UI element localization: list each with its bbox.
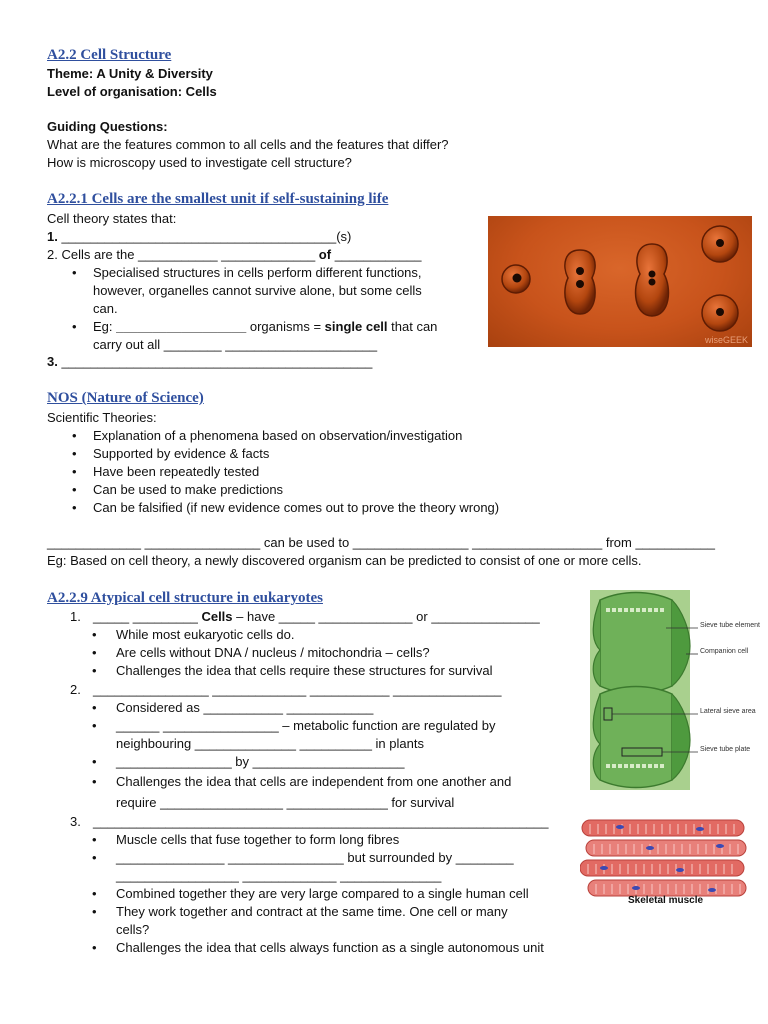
cell-dividing-right xyxy=(636,244,669,316)
item-1-number: 1. xyxy=(70,609,81,624)
atypical-item-3-number: 3. xyxy=(70,814,81,829)
cell-daughter-top xyxy=(702,226,738,262)
page-title: A2.2 Cell Structure xyxy=(47,47,172,63)
skeletal-muscle-illustration xyxy=(580,816,750,900)
point-1-blank: ______________________________________(s) xyxy=(57,229,352,244)
guiding-question-2: How is microscopy used to investigate cell structure? xyxy=(47,155,352,170)
phloem-diagram xyxy=(586,590,762,790)
cell-theory-point-3 xyxy=(47,353,372,371)
nos-bullet: • Explanation of a phenomena based on observation/investigation xyxy=(47,427,499,445)
nos-bullet: • Can be used to make predictions xyxy=(47,481,499,499)
theme-line: Theme: A Unity & Diversity xyxy=(47,66,213,81)
skeletal-muscle-image xyxy=(580,816,750,916)
atypical-item-2-number: 2. xyxy=(70,682,81,697)
cell-single-left xyxy=(502,265,530,293)
section-heading-cell-theory: A2.2.1 Cells are the smallest unit if self-sustaining life xyxy=(47,191,389,207)
nos-fill-blank-line: _____________ ________________ can be used to ________________ __________________ from ___________ xyxy=(47,535,715,550)
nos-bullet: • Can be falsified (if new evidence comes out to prove the theory wrong) xyxy=(47,499,499,517)
cell-theory-intro: Cell theory states that: xyxy=(47,211,177,226)
atypical-item-2-bullets xyxy=(47,699,511,813)
atypical-item-1 xyxy=(70,608,81,626)
atypical-item-3-bullets xyxy=(47,831,544,957)
atypical-bullet: • _______________ ________________ but surrounded by ________ _________________ _____________ ______________ xyxy=(47,849,544,885)
nos-bullets xyxy=(47,427,499,517)
bullet-specialised: • Specialised structures in cells perform different functions, however, organelles cannot survive alone, but some cells can. xyxy=(47,264,437,318)
cell-theory-bullets xyxy=(47,264,437,354)
label-sieve-tube-plate: Sieve tube plate xyxy=(700,746,751,753)
image-watermark: wiseGEEK xyxy=(704,335,748,345)
point-2-of: of xyxy=(318,247,332,262)
atypical-bullet: • Muscle cells that fuse together to form long fibres xyxy=(47,831,544,849)
atypical-bullet: • Challenges the idea that cells always function as a single autonomous unit xyxy=(47,939,544,957)
label-sieve-tube-element: Sieve tube element xyxy=(700,622,760,629)
atypical-bullet: • ______ ________________ – metabolic function are regulated by neighbouring ______________ __________ in plants xyxy=(47,717,511,753)
atypical-bullet: • Combined together they are very large compared to a single human cell xyxy=(47,885,544,903)
atypical-item-1-text: _____ _________ Cells – have _____ _____________ or _______________ xyxy=(93,609,540,624)
section-heading-atypical: A2.2.9 Atypical cell structure in eukaryotes xyxy=(47,590,323,606)
dividing-cells-image xyxy=(488,216,752,347)
atypical-item-3-text: _______________________________________________________________ xyxy=(93,814,549,829)
atypical-item-1-bullets xyxy=(47,626,492,680)
atypical-bullet: • Considered as ___________ ____________ xyxy=(47,699,511,717)
atypical-bullet: • Challenges the idea that cells are independent from one another and require _________________ ______________ for survival xyxy=(47,771,511,813)
cell-theory-point-1 xyxy=(47,228,351,246)
atypical-item-2-text: ________________ _____________ ___________ _______________ xyxy=(93,682,502,697)
section-heading-nos: NOS (Nature of Science) xyxy=(47,390,204,406)
label-companion-cell: Companion cell xyxy=(700,648,749,655)
phloem-illustration xyxy=(586,590,762,790)
guiding-question-1: What are the features common to all cells and the features that differ? xyxy=(47,137,449,152)
cell-dividing-middle xyxy=(565,250,595,314)
atypical-bullet: • ________________ by _____________________ xyxy=(47,753,511,771)
nos-intro: Scientific Theories: xyxy=(47,410,157,425)
atypical-bullet: • While most eukaryotic cells do. xyxy=(47,626,492,644)
point-3-number: 3. xyxy=(47,354,58,369)
atypical-bullet: • They work together and contract at the same time. One cell or many cells? xyxy=(47,903,544,939)
point-2-blank: ____________ xyxy=(331,247,422,262)
guiding-label: Guiding Questions: xyxy=(47,119,168,134)
nos-bullet: • Supported by evidence & facts xyxy=(47,445,499,463)
level-line: Level of organisation: Cells xyxy=(47,84,217,99)
point-3-blank: ___________________________________________ xyxy=(57,354,373,369)
dividing-cells-illustration xyxy=(488,216,752,347)
cell-daughter-bottom xyxy=(702,295,738,331)
cell-theory-point-2 xyxy=(47,246,421,264)
label-lateral-sieve-area: Lateral sieve area xyxy=(700,708,756,715)
nos-bullet: • Have been repeatedly tested xyxy=(47,463,499,481)
atypical-bullet: • Are cells without DNA / nucleus / mitochondria – cells? xyxy=(47,644,492,662)
bullet-example-organisms: • Eg: __________________ organisms = single cell that can carry out all ________ _____________________ xyxy=(47,318,437,354)
point-2-text: 2. Cells are the ___________ _____________ xyxy=(47,247,319,262)
nos-example: Eg: Based on cell theory, a newly discovered organism can be predicted to consist of one or more cells. xyxy=(47,553,642,568)
atypical-bullet: • Challenges the idea that cells require these structures for survival xyxy=(47,662,492,680)
point-1-number: 1. xyxy=(47,229,58,244)
skeletal-muscle-caption: Skeletal muscle xyxy=(628,895,704,906)
